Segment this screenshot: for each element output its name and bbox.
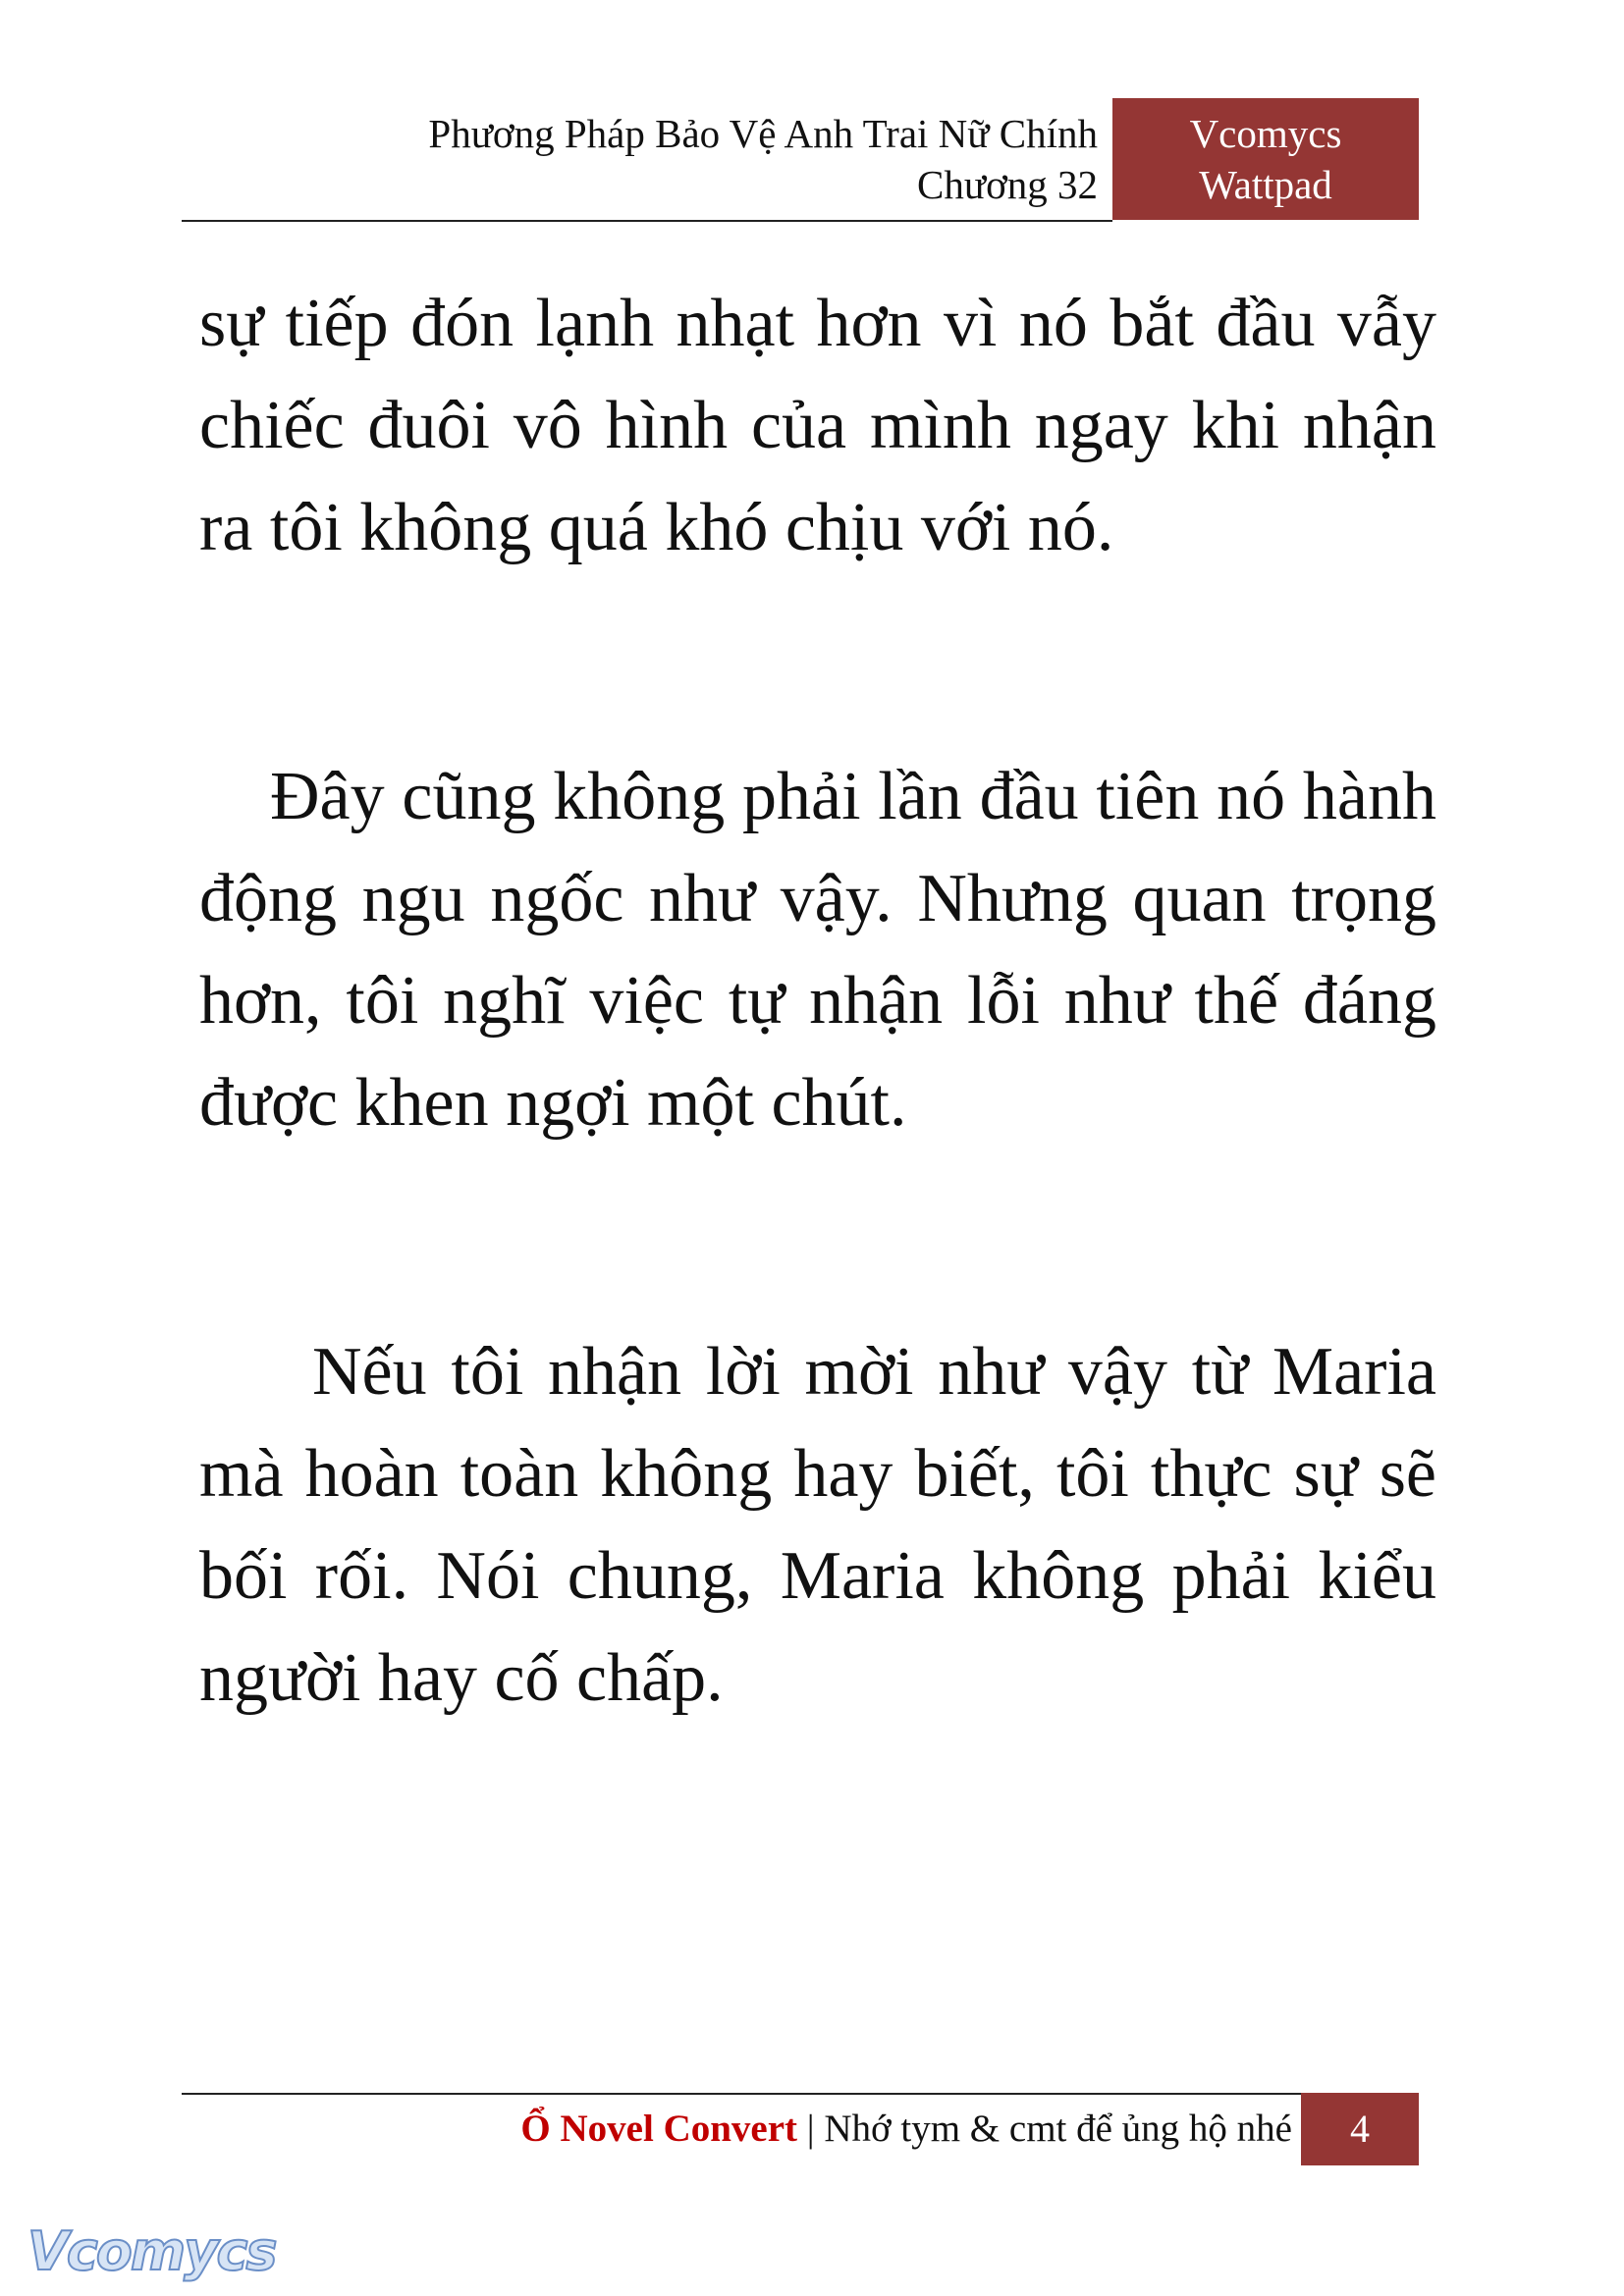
chapter-label: Chương 32 — [917, 162, 1098, 207]
footer-brand: Ổ Novel Convert — [520, 2108, 798, 2150]
footer-note — [520, 2105, 1292, 2154]
source-badge-line1: Vcomycs — [1189, 111, 1342, 156]
source-badge — [1112, 98, 1419, 220]
book-title: Phương Pháp Bảo Vệ Anh Trai Nữ Chính — [428, 111, 1098, 156]
paragraph-2: Đây cũng không phải lần đầu tiên nó hành động ngu ngốc như vậy. Nhưng quan trọng hơn, tôi nghĩ việc tự nhận lỗi như thế đáng được khen ngợi một chút. — [199, 759, 1436, 1141]
paragraph-3: Nếu tôi nhận lời mời như vậy từ Maria mà hoàn toàn không hay biết, tôi thực sự sẽ bối rối. Nói chung, Maria không phải kiểu người hay cố chấp. — [199, 1334, 1436, 1716]
footer-separator: | — [797, 2108, 825, 2150]
header-divider — [182, 220, 1112, 222]
footer-divider — [182, 2093, 1301, 2095]
paragraph-spacer — [199, 579, 1436, 746]
page-header — [182, 98, 1419, 221]
page-footer — [182, 2093, 1419, 2166]
paragraph-1: sự tiếp đón lạnh nhạt hơn vì nó bắt đầu vẫy chiếc đuôi vô hình của mình ngay khi nhận ra tôi không quá khó chịu với nó. — [199, 286, 1436, 565]
footer-message: Nhớ tym & cmt để ủng hộ nhé — [824, 2108, 1292, 2150]
paragraph-spacer — [199, 1154, 1436, 1321]
watermark-logo: Vcomycs — [27, 2220, 276, 2282]
source-badge-line2: Wattpad — [1199, 162, 1332, 207]
chapter-body — [199, 273, 1436, 1730]
header-title — [428, 108, 1098, 210]
page-number: 4 — [1301, 2093, 1419, 2165]
